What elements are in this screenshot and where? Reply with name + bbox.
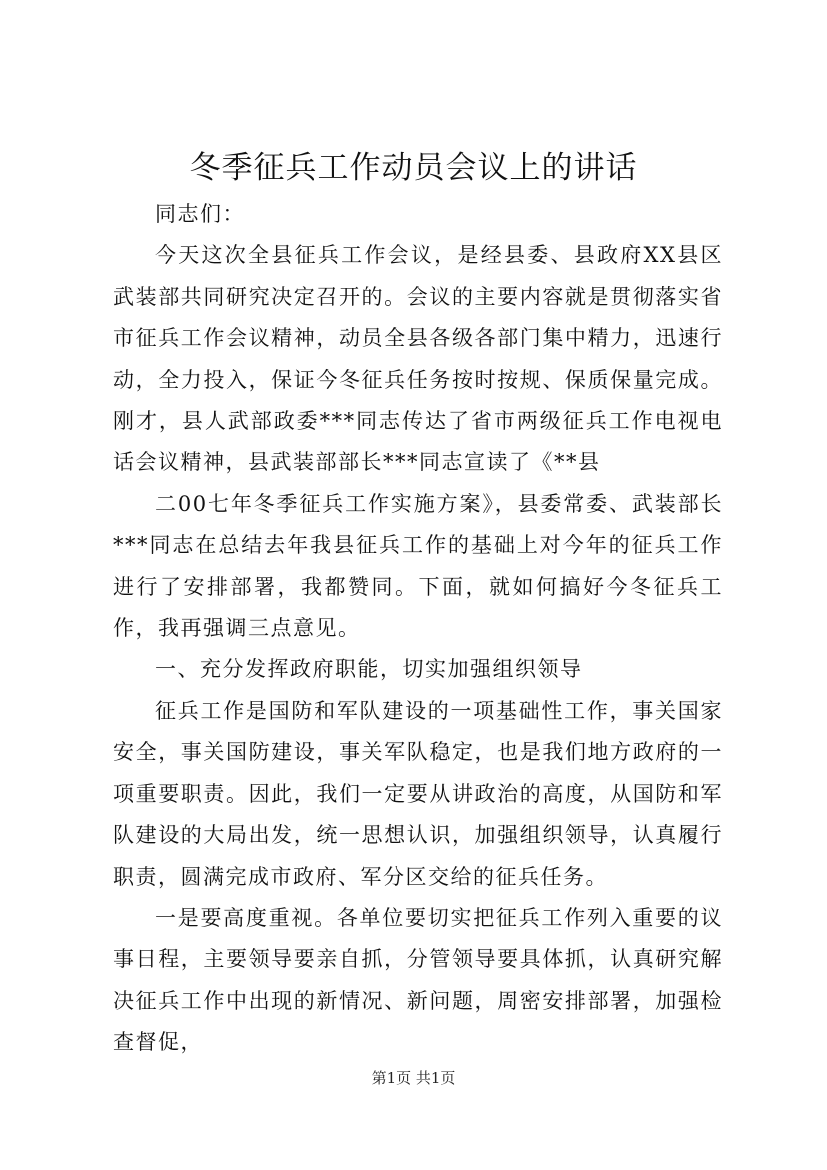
paragraph-intro: 今天这次全县征兵工作会议，是经县委、县政府XX县区武装部共同研究决定召开的。会议的主要内容就是贯彻落实省市征兵工作会议精神，动员全县各级各部门集中精力，迅速行动，全力投入，保证今冬征兵任务按时按规、保质保量完成。刚才，县人武部政委***同志传达了省市两级征兵工作电视电话会议精神，县武装部部长***同志宣读了《**县: [113, 243, 723, 475]
paragraph-point-1: 一是要高度重视。各单位要切实把征兵工作列入重要的议事日程，主要领导要亲自抓，分管领导要具体抓，认真研究解决征兵工作中出现的新情况、新问题，周密安排部署，加强检查督促，: [113, 905, 723, 1055]
document-body: [113, 194, 723, 1064]
salutation: 同志们：: [155, 202, 245, 226]
paragraph-section-1: 征兵工作是国防和军队建设的一项基础性工作，事关国家安全，事关国防建设，事关军队稳定，也是我们地方政府的一项重要职责。因此，我们一定要从讲政治的高度，从国防和军队建设的大局出发，统一思想认识，加强组织领导，认真履行职责，圆满完成市政府、军分区交给的征兵任务。: [113, 698, 723, 889]
paragraph-plan: 二00七年冬季征兵工作实施方案》，县委常委、武装部长***同志在总结去年我县征兵工作的基础上对今年的征兵工作进行了安排部署，我都赞同。下面，就如何搞好今冬征兵工作，我再强调三点意见。: [113, 491, 723, 641]
section-heading-1: 一、充分发挥政府职能，切实加强组织领导: [155, 657, 583, 682]
document-title: 冬季征兵工作动员会议上的讲话: [189, 150, 638, 186]
page-footer: 第1页 共1页: [371, 1069, 456, 1087]
